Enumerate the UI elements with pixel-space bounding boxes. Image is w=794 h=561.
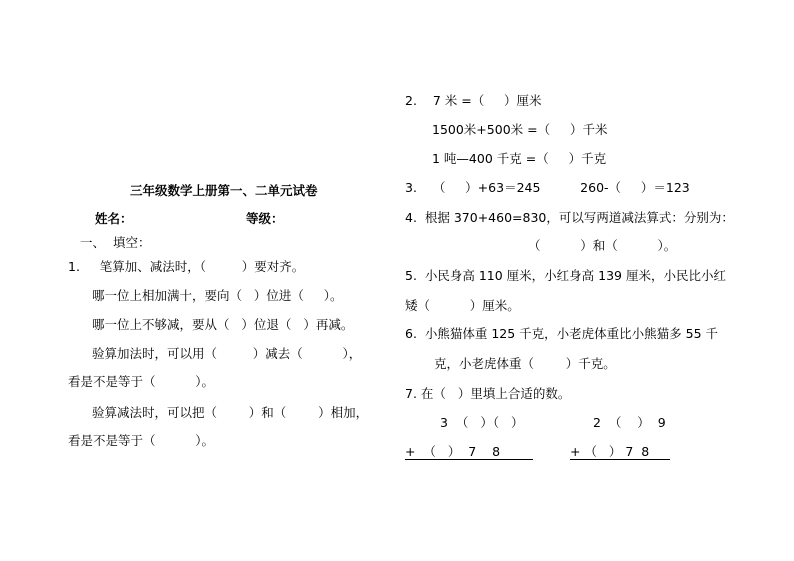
name-label: 姓名： <box>95 211 133 226</box>
q1-line-1: 1. 笔算加、减法时，（ ）要对齐。 <box>68 259 305 274</box>
section-heading: 一、 填空： <box>80 235 151 250</box>
q7-line: 7. 在（ ）里填上合适的数。 <box>405 386 571 401</box>
q1-line-4: 验算加法时，可以用（ ）减去（ ）， <box>92 346 362 361</box>
q1-line-7: 看是不是等于（ ）。 <box>68 433 214 448</box>
q1-line-3: 哪一位上不够减，要从（ ）位退（ ）再减。 <box>92 317 354 332</box>
q6-line-2: 克，小老虎体重（ ）千克。 <box>434 356 616 371</box>
vertical-calc-1-underline <box>405 459 533 460</box>
q4-line-1: 4. 根据 370+460=830，可以写两道减法算式：分别为： <box>405 210 734 225</box>
vertical-calc-1-bottom: + （ ） 7 8 <box>405 444 501 459</box>
grade-label: 等级： <box>246 211 284 226</box>
q6-line-1: 6. 小熊猫体重 125 千克，小老虎体重比小熊猫多 55 千 <box>405 326 719 341</box>
vertical-calc-2-top: 2 （ ） 9 <box>593 415 666 430</box>
q1-line-2: 哪一位上相加满十，要向（ ）位进（ ）。 <box>92 288 343 303</box>
q4-line-2: （ ）和（ ）。 <box>528 238 677 253</box>
vertical-calc-2-underline <box>570 459 670 460</box>
q2-line-3: 1 吨—400 千克 =（ ）千克 <box>432 151 607 166</box>
q5-line-1: 5. 小民身高 110 厘米，小红身高 139 厘米，小民比小红 <box>405 268 726 283</box>
vertical-calc-2-bottom: + （ ） 7 8 <box>570 444 650 459</box>
q1-line-6: 验算减法时，可以把（ ）和（ ）相加， <box>92 405 369 420</box>
q3-line: 3. （ ）+63＝245 260-（ ）＝123 <box>405 180 690 195</box>
page-title: 三年级数学上册第一、二单元试卷 <box>130 183 318 198</box>
q5-line-2: 矮（ ）厘米。 <box>405 298 520 313</box>
q1-line-5: 看是不是等于（ ）。 <box>68 374 214 389</box>
q2-line-1: 2. 7 米 =（ ）厘米 <box>405 93 542 108</box>
vertical-calc-1-top: 3 （ ）（ ） <box>440 415 524 430</box>
q2-line-2: 1500米+500米 =（ ）千米 <box>432 122 608 137</box>
